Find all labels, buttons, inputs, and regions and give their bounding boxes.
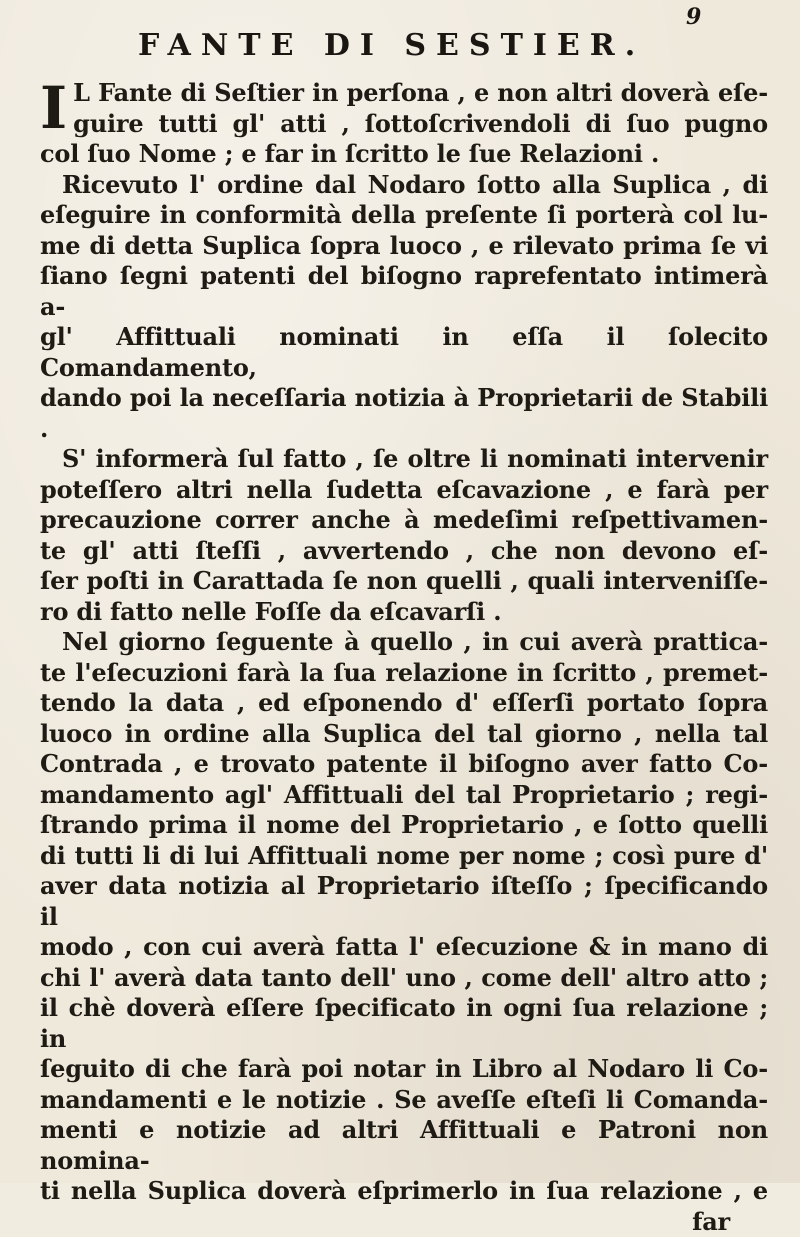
text-line: Nel giorno ſeguente à quello , in cui averà prattica- (40, 627, 768, 658)
drop-capital: I (40, 80, 67, 136)
text-line: guire tutti gl' atti , ſottoſcrivendoli di ſuo pugno (40, 109, 768, 140)
text-line: il chè doverà eſſere ſpecificato in ogni ſua relazione ; in (40, 993, 768, 1054)
text-line: ro di fatto nelle Foſſe da eſcavarſi . (40, 597, 768, 628)
text-line: col ſuo Nome ; e far in ſcritto le ſue Relazioni . (40, 139, 768, 170)
text-line: tendo la data , ed eſponendo d' eſſerſi portato ſopra (40, 688, 768, 719)
text-line: poteſſero altri nella ſudetta eſcavazione , e farà per (40, 475, 768, 506)
page-number: 9 (686, 4, 701, 30)
body-text (40, 78, 768, 1237)
text-line: eſeguire in conformità della preſente ſi porterà col lu- (40, 200, 768, 231)
text-line: me di detta Suplica ſopra luoco , e rilevato prima ſe vi (40, 231, 768, 262)
text-line: Contrada , e trovato patente il biſogno aver fatto Co- (40, 749, 768, 780)
text-line: aver data notizia al Proprietario iſteſſo ; ſpecificando il (40, 871, 768, 932)
text-line: luoco in ordine alla Suplica del tal giorno , nella tal (40, 719, 768, 750)
text-line: te gl' atti ſteſſi , avvertendo , che non devono eſ- (40, 536, 768, 567)
text-line: ſtrando prima il nome del Proprietario , e ſotto quelli (40, 810, 768, 841)
text-line: dando poi la neceſſaria notizia à Proprietarii de Stabili . (40, 383, 768, 444)
text-line: mandamento agl' Affittuali del tal Proprietario ; regi- (40, 780, 768, 811)
catchword: far (40, 1207, 768, 1237)
text-line: ſeguito di che farà poi notar in Libro al Nodaro li Co- (40, 1054, 768, 1085)
text-line: ſer poſti in Carattada ſe non quelli , quali interveniſſe- (40, 566, 768, 597)
running-head: FANTE DI SESTIER. (138, 28, 678, 63)
text-line: ti nella Suplica doverà eſprimerlo in ſua relazione , e (40, 1176, 768, 1207)
text-line: ſiano ſegni patenti del biſogno raprefentato intimerà a- (40, 261, 768, 322)
text-line: S' informerà ſul fatto , ſe oltre li nominati intervenir (40, 444, 768, 475)
text-line: menti e notizie ad altri Affittuali e Patroni non nomina- (40, 1115, 768, 1176)
text-line: chi l' averà data tanto dell' uno , come dell' altro atto ; (40, 963, 768, 994)
text-line: modo , con cui averà fatta l' eſecuzione & in mano di (40, 932, 768, 963)
text-line: Ricevuto l' ordine dal Nodaro ſotto alla Suplica , di (40, 170, 768, 201)
text-line: mandamenti e le notizie . Se aveſſe eſteſi li Comanda- (40, 1085, 768, 1116)
text-line: precauzione correr anche à medeſimi reſpettivamen- (40, 505, 768, 536)
text-line: te l'eſecuzioni farà la ſua relazione in ſcritto , premet- (40, 658, 768, 689)
text-line: di tutti li di lui Affittuali nome per nome ; così pure d' (40, 841, 768, 872)
text-line: L Fante di Seſtier in perſona , e non altri doverà eſe- (40, 78, 768, 109)
text-line: gl' Affittuali nominati in eſſa il ſolecito Comandamento, (40, 322, 768, 383)
